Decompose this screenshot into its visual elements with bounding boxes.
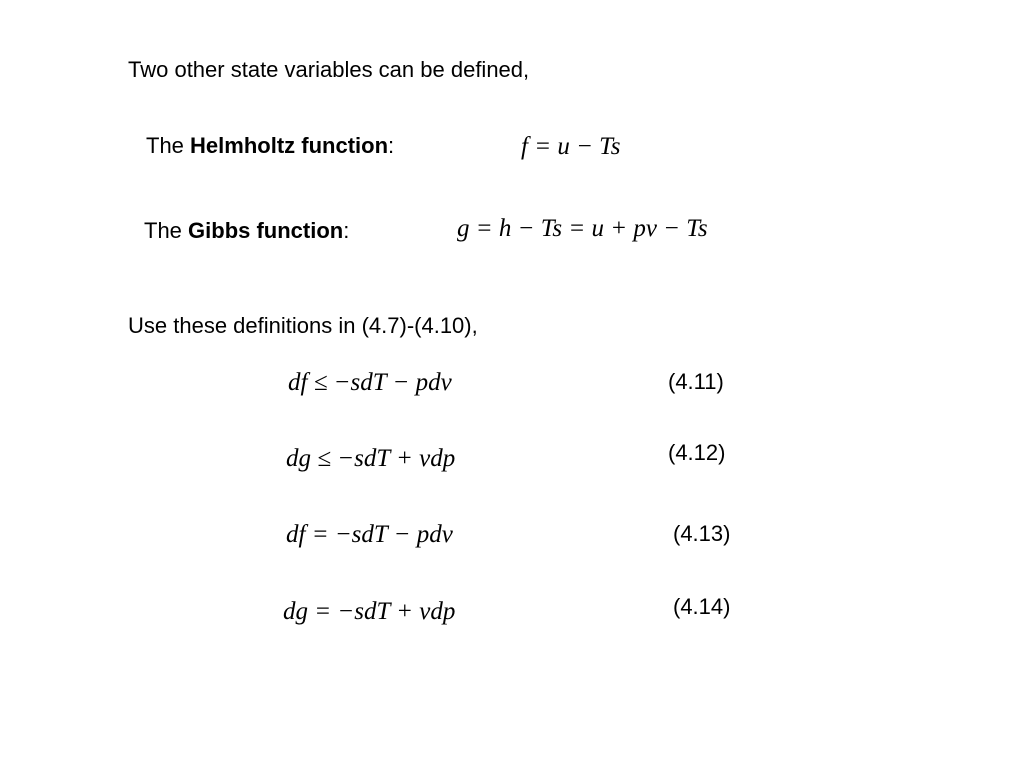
gibbs-label bbox=[144, 220, 349, 242]
equation-number-4-12: (4.12) bbox=[668, 440, 726, 465]
helmholtz-name: Helmholtz function bbox=[190, 133, 389, 158]
gibbs-prefix: The bbox=[144, 218, 189, 243]
gibbs-name: Gibbs function bbox=[188, 218, 344, 243]
gibbs-suffix: : bbox=[343, 218, 350, 243]
usage-text: Use these definitions in (4.7)-(4.10), bbox=[128, 313, 478, 338]
helmholtz-label bbox=[146, 135, 394, 157]
intro-text: Two other state variables can be defined, bbox=[128, 57, 530, 82]
equation-number-4-13: (4.13) bbox=[673, 521, 731, 546]
equation-4-11: df ≤ −sdT − pdv bbox=[288, 369, 452, 396]
helmholtz-suffix: : bbox=[388, 133, 395, 158]
helmholtz-prefix: The bbox=[146, 133, 191, 158]
equation-4-14: dg = −sdT + vdp bbox=[283, 598, 456, 625]
gibbs-equation: g = h − Ts = u + pv − Ts bbox=[457, 215, 708, 242]
equation-4-13: df = −sdT − pdv bbox=[286, 521, 453, 548]
equation-number-4-14: (4.14) bbox=[673, 594, 731, 619]
equation-number-4-11: (4.11) bbox=[668, 369, 724, 394]
helmholtz-equation: f = u − Ts bbox=[521, 133, 621, 160]
equation-4-12: dg ≤ −sdT + vdp bbox=[286, 445, 456, 472]
